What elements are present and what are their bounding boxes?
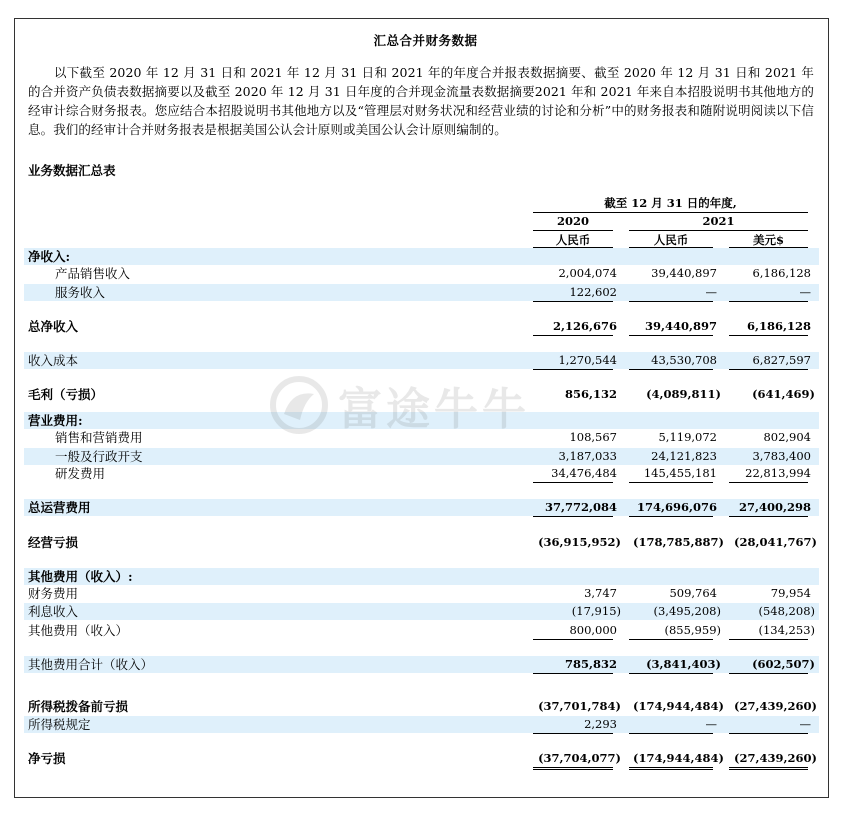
table-row — [24, 412, 819, 429]
value-2021-rmb: (3,841,403) — [646, 657, 721, 671]
table-row — [24, 716, 819, 733]
subtotal-rule — [629, 369, 713, 370]
double-rule — [629, 769, 713, 770]
row-label: 销售和营销费用 — [55, 430, 143, 445]
value-2021-rmb: (178,785,887) — [633, 535, 724, 549]
value-2020: 2,004,074 — [558, 266, 617, 280]
value-2020: 1,270,544 — [558, 353, 617, 367]
value-2021-rmb: (174,944,484) — [633, 699, 724, 713]
row-label: 财务费用 — [28, 586, 79, 601]
double-rule — [629, 767, 713, 768]
value-2020: (17,915) — [571, 604, 621, 618]
row-label: 经营亏损 — [28, 535, 79, 550]
value-2021-rmb: 24,121,823 — [651, 449, 717, 463]
value-2021-rmb: 39,440,897 — [651, 266, 717, 280]
subtotal-rule — [729, 301, 808, 302]
value-2020: (36,915,952) — [538, 535, 621, 549]
row-label: 净亏损 — [28, 751, 66, 766]
total-rule — [629, 335, 713, 336]
value-2021-usd: 802,904 — [763, 430, 811, 444]
value-2021-rmb: (174,944,484) — [633, 751, 724, 765]
row-label: 利息收入 — [28, 604, 79, 619]
value-2021-usd: 6,186,128 — [752, 266, 811, 280]
row-label: 所得税规定 — [28, 717, 91, 732]
row-label: 一般及行政开支 — [55, 449, 143, 464]
subtotal-rule — [629, 482, 713, 483]
total-rule — [729, 673, 808, 674]
row-label: 营业费用: — [28, 413, 83, 428]
table-row — [24, 352, 819, 369]
row-label: 其他费用（收入）: — [28, 569, 133, 584]
subtotal-rule — [533, 733, 613, 734]
subtotal-rule — [533, 639, 613, 640]
currency-header-2: 人民币 — [653, 233, 689, 247]
value-2021-rmb: — — [705, 717, 717, 731]
document-title: 汇总合并财务数据 — [373, 33, 478, 48]
subtotal-rule — [729, 733, 808, 734]
value-2020: 856,132 — [564, 387, 617, 401]
year-2021-header: 2021 — [702, 214, 735, 228]
total-rule — [629, 673, 713, 674]
value-2020: 34,476,484 — [551, 466, 617, 480]
value-2021-usd: — — [799, 285, 811, 299]
value-2021-usd: (27,439,260) — [734, 699, 817, 713]
value-2020: 785,832 — [564, 657, 617, 671]
subtotal-rule — [729, 369, 808, 370]
table-row — [24, 465, 819, 482]
value-2021-rmb: (3,495,208) — [653, 604, 721, 618]
value-2021-usd: 79,954 — [770, 586, 811, 600]
value-2020: 2,293 — [584, 717, 617, 731]
total-rule — [533, 673, 613, 674]
subtotal-rule — [629, 301, 713, 302]
table-row — [24, 448, 819, 465]
period-header: 截至 12 月 31 日的年度, — [604, 196, 737, 210]
intro-paragraph: 以下截至 2020 年 12 月 31 日和 2021 年 12 月 31 日和 2021 年的年度合并报表数据摘要、截至 2020 年 12 月 31 日和 2021 年的合并资产负债表数据摘要以及截至 2020 年 12 月 31 日年度的合并现金流量表数据摘要2021 年和 2021 年来自本招股说明书其他地方的经审计综合财务报表。您应结合本招股说明书其他地方以及“管理层对财务状况和经营业绩的讨论和分析”中的财务报表和随附说明阅读以下信息。我们的经审计合并财务报表是根据美国公认会计原则或美国公认会计原则编制的。 — [28, 65, 814, 137]
table-row — [24, 265, 819, 282]
table-row — [24, 429, 819, 446]
table-row — [24, 750, 819, 767]
total-rule — [533, 335, 613, 336]
value-2020: 37,772,084 — [544, 500, 617, 514]
total-rule — [729, 516, 808, 517]
row-label: 产品销售收入 — [55, 266, 131, 281]
value-2021-rmb: (855,959) — [664, 623, 721, 637]
year-2020-header: 2020 — [556, 214, 589, 228]
table-row — [24, 603, 819, 620]
row-label: 净收入: — [28, 249, 71, 264]
table-row — [24, 248, 819, 265]
year-2021-rule — [629, 230, 808, 231]
row-label: 服务收入 — [55, 285, 106, 300]
value-2021-usd: 6,827,597 — [752, 353, 811, 367]
table-row — [24, 698, 819, 715]
table-row — [24, 568, 819, 585]
period-header-rule — [533, 212, 808, 213]
value-2021-usd: (602,507) — [752, 657, 815, 671]
table-row — [24, 534, 819, 551]
subtotal-rule — [729, 482, 808, 483]
value-2021-rmb: 509,764 — [669, 586, 717, 600]
value-2020: (37,701,784) — [538, 699, 621, 713]
subtotal-rule — [533, 301, 613, 302]
value-2021-rmb: 39,440,897 — [644, 319, 717, 333]
value-2020: 3,187,033 — [558, 449, 617, 463]
row-label: 收入成本 — [28, 353, 79, 368]
value-2021-usd: (641,469) — [752, 387, 815, 401]
value-2021-usd: (548,208) — [758, 604, 815, 618]
currency-header-3: 美元$ — [752, 233, 784, 247]
value-2021-rmb: 5,119,072 — [658, 430, 717, 444]
total-rule — [533, 516, 613, 517]
subtotal-rule — [533, 482, 613, 483]
value-2020: 3,747 — [584, 586, 617, 600]
total-rule — [729, 335, 808, 336]
value-2021-usd: 22,813,994 — [745, 466, 811, 480]
value-2021-rmb: (4,089,811) — [646, 387, 721, 401]
double-rule — [729, 767, 808, 768]
double-rule — [533, 769, 613, 770]
value-2021-usd: — — [799, 717, 811, 731]
double-rule — [533, 767, 613, 768]
subtotal-rule — [629, 733, 713, 734]
value-2021-usd: 6,186,128 — [746, 319, 811, 333]
subtotal-rule — [629, 639, 713, 640]
row-label: 其他费用合计（收入） — [28, 657, 154, 672]
value-2020: 108,567 — [569, 430, 617, 444]
value-2020: 122,602 — [569, 285, 617, 299]
table-row — [24, 318, 819, 335]
value-2021-usd: (27,439,260) — [734, 751, 817, 765]
value-2021-rmb: 145,455,181 — [643, 466, 717, 480]
row-label: 所得税拨备前亏损 — [28, 699, 129, 714]
value-2021-rmb: 43,530,708 — [651, 353, 717, 367]
table-row — [24, 622, 819, 639]
subtotal-rule — [729, 639, 808, 640]
value-2021-rmb: 174,696,076 — [636, 500, 717, 514]
row-label: 总净收入 — [28, 319, 79, 334]
currency-header-1: 人民币 — [555, 233, 591, 247]
value-2020: 800,000 — [569, 623, 617, 637]
table-row — [24, 284, 819, 301]
table-row — [24, 656, 819, 673]
value-2021-usd: (134,253) — [758, 623, 815, 637]
value-2021-usd: 3,783,400 — [752, 449, 811, 463]
double-rule — [729, 769, 808, 770]
table-row — [24, 386, 819, 403]
row-label: 毛利（亏损） — [28, 387, 104, 402]
row-label: 研发费用 — [55, 466, 106, 481]
value-2020: (37,704,077) — [538, 751, 621, 765]
table-row — [24, 585, 819, 602]
row-label: 总运营费用 — [28, 500, 91, 515]
section-title: 业务数据汇总表 — [28, 163, 116, 178]
total-rule — [629, 516, 713, 517]
year-2020-rule — [533, 230, 613, 231]
watermark-text: 富途牛牛 — [338, 384, 530, 435]
value-2021-rmb: — — [705, 285, 717, 299]
value-2021-usd: 27,400,298 — [738, 500, 811, 514]
table-row — [24, 499, 819, 516]
subtotal-rule — [533, 369, 613, 370]
value-2020: 2,126,676 — [552, 319, 617, 333]
value-2021-usd: (28,041,767) — [734, 535, 817, 549]
row-label: 其他费用（收入） — [28, 623, 129, 638]
